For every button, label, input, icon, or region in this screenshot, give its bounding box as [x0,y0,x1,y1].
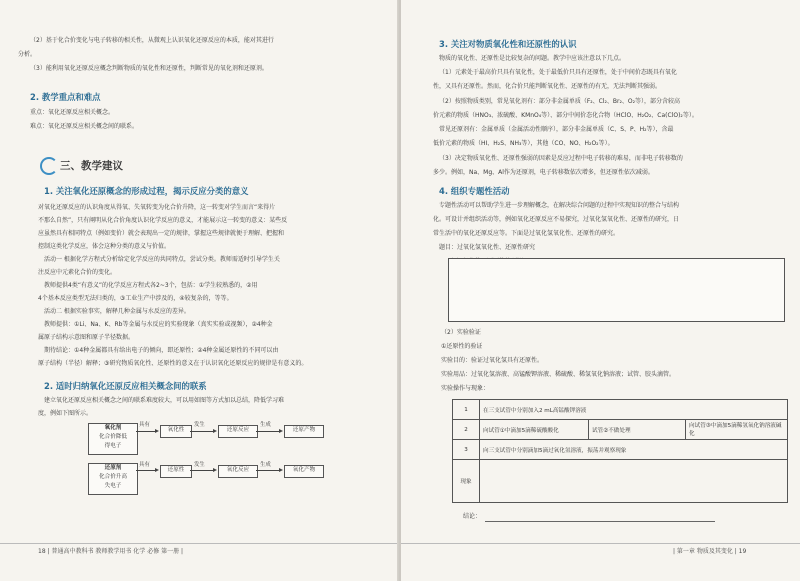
table-cell-observation[interactable] [480,460,788,503]
body-line: 实验用品：过氧化氢溶液、高锰酸钾溶液、稀硫酸、稀氢氧化钠溶液；试管、胶头滴管。 [441,371,676,378]
diagram-label-produce: 生成 [260,462,271,468]
left-page [0,0,399,581]
prediction-answer-frame[interactable] [448,258,785,322]
diagram-oxidation-box: 氧化反应 [218,465,258,478]
diagram-oxidant-box [88,423,138,455]
body-line: 低价元素的物质（HI、H₂S、NH₃等），其他（CO、NO、H₂O₂等）。 [433,140,614,147]
table-cell-text: 向三支试管中分别滴加5滴过氧化氢溶液，振荡并观察现象 [480,440,788,460]
diagram-label-undergo: 发生 [194,422,205,428]
section-heading-topic-activity: 4. 组织专题性活动 [439,186,510,196]
body-line: （1）元素处于最高价只具有氧化性，处于最低价只具有还原性，处于中间价态既具有氧化 [439,69,677,76]
body-line: 性，又具有还原性。然而，化合价只能判断氧化性、还原性的有无，无法判断其强弱。 [433,83,662,90]
diagram-label-has: 具有 [139,462,150,468]
body-line: 专题性活动可以帮助学生进一步理解概念，在解决综合问题的过程中实现知识的整合与结构 [439,202,680,209]
diagram-arrow [136,431,156,432]
body-line: 不那么自然”，只有阐明从化合价角度认识化学反应的意义，才能展示这一转变的意义：某些反 [38,217,288,224]
table-cell-text: 在三支试管中分别加入2 mL高锰酸钾溶液 [480,400,788,420]
diagram-reductant-sub: 化合价升高 [99,474,127,480]
section-heading-concept-links: 2. 适时归纳氧化还原反应相关概念间的联系 [44,381,207,391]
diagram-arrow [256,470,280,471]
diagram-reduction-product-box: 还原产物 [284,425,324,438]
conclusion-answer-line[interactable] [485,521,715,522]
diagram-reducing-box: 还原性 [160,465,192,478]
section-heading-concept-formation: 1. 关注氧化还原概念的形成过程，揭示反应分类的意义 [44,186,249,196]
body-line: 实验操作与现象： [441,385,490,392]
body-line: 注反应中元素化合价的变化。 [38,269,117,276]
body-line: 对氧化还原反应的认识角度从得氧、失氧转变为化合价升降，这一转变对学生而言“来得片 [38,204,276,211]
table-cell-text: 试管②不做处理 [589,420,686,440]
diagram-arrowhead [279,429,283,433]
section-heading-redox-properties: 3. 关注对物质氧化性和还原性的认识 [439,39,577,49]
diagram-arrow [190,431,214,432]
focus-line: 重点：氧化还原反应相关概念。 [30,109,115,116]
diagram-arrowhead [213,468,217,472]
right-page-footer: | 第一章 物质及其变化 | 19 [673,548,747,555]
body-line: 应虽然具有相同特点（例如变价）就会表现出一定的规律，掌握这些规律就便于理解、把握和 [38,230,285,237]
body-line: （2）实验验证 [441,329,481,336]
body-line: 常生活中的氧化还原反应等。下面是过氧化氢氧化性、还原性的研究。 [433,230,620,237]
body-line: 价元素的物质（HNO₃、浓硫酸、KMnO₄等）、部分中间价态化合物（HClO、H₂O₂、Ca(ClO)₂等）。 [433,112,698,119]
table-row [453,460,788,503]
body-line: 控制这类化学反应，体会这种分类的意义与价值。 [38,243,171,250]
table-row [453,440,788,460]
diagram-reductant-sub: 失电子 [104,483,122,489]
diagram-label-has: 具有 [139,422,150,428]
intro-line: （2）基于化合价变化与电子转移的相关性，从微观上认识氧化还原反应的本质，能对其进行 [30,37,274,44]
body-line: （2）按照物质类别，常见氧化剂有：部分非金属单质（F₂、Cl₂、Br₂、O₂等），部分含较高 [439,98,681,105]
body-line: 实验目的：验证过氧化氢具有还原性。 [441,357,544,364]
body-line: 度，例如下图所示。 [38,410,93,417]
body-line: （3）决定物质氧化性、还原性强弱的因素是反应过程中电子转移的难易，而非电子转移数的 [439,155,683,162]
conclusion-label: 结论： [463,513,482,520]
diagram-arrowhead [155,429,159,433]
diagram-oxidant-label: 氧化剂 [104,425,122,431]
table-row [453,400,788,420]
intro-line: （3）能利用氧化还原反应概念判断物质的氧化性和还原性，判断常见的氧化剂和还原剂。 [30,65,268,72]
intro-line: 分析。 [18,51,37,58]
table-cell-observation-label: 现象 [453,460,480,503]
table-cell-text: 向试管③中滴加5滴稀氢氧化钠溶液碱化 [686,420,788,440]
body-line: 期待结论：①4种金属都具有给出电子的倾向，即还原性；②4种金属还原性的不同可以由 [44,347,279,354]
body-line: 活动一 根据化学方程式分析给定化学反应的共同特点，尝试分类。教师需适时引导学生关 [44,256,280,263]
diagram-oxidant-sub: 得电子 [104,443,122,449]
diagram-arrow [256,431,280,432]
diagram-arrow [136,470,156,471]
section-title-teaching-advice: 三、教学建议 [60,160,123,172]
body-line: 属原子结构示意图和原子半径数据。 [38,334,135,341]
diagram-arrowhead [213,429,217,433]
diagram-reductant-box [88,463,138,495]
table-row [453,420,788,440]
diagram-label-undergo: 发生 [194,462,205,468]
table-cell-text: 向试管①中滴加5滴稀硫酸酸化 [480,420,589,440]
diagram-label-produce: 生成 [260,422,271,428]
diagram-arrowhead [279,468,283,472]
table-cell-step: 3 [453,440,480,460]
diagram-oxidant-sub: 化合价降低 [99,434,127,440]
body-line: 常见还原剂有：金属单质（金属活动性顺序），部分非金属单质（C、S、P、H₂等），含最 [439,126,674,133]
body-line: 物质的氧化性、还原性是比较复杂的问题。教学中应该注意以下几点。 [439,55,626,62]
body-line: 建立氧化还原反应相关概念之间的联系难度较大，可以用如图等方式加以总结，降低学习难 [44,397,285,404]
body-line: 4个基本反应类型无法归类的，③工业生产中涉及的，④较复杂的，等等。 [38,295,233,302]
table-cell-step: 2 [453,420,480,440]
body-line: 化。可设计并组织活动等，例如氧化还原反应不易探究，过氧化氢氧化性、还原性的研究，日 [433,216,680,223]
body-line: 多少。例如，Na、Mg、Al作为还原剂，电子转移数依次增多，但还原性依次减弱。 [433,169,654,176]
difficulty-line: 难点：氧化还原反应相关概念间的联系。 [30,123,139,130]
section-swirl-icon [40,157,58,175]
diagram-oxidizing-box: 氧化性 [160,425,192,438]
table-cell-step: 1 [453,400,480,420]
diagram-arrowhead [155,468,159,472]
diagram-reduction-box: 还原反应 [218,425,258,438]
diagram-oxidation-product-box: 氧化产物 [284,465,324,478]
diagram-arrow [190,470,214,471]
body-line: 题目：过氧化氢氧化性、还原性研究 [439,244,536,251]
diagram-reductant-label: 还原剂 [104,465,122,471]
body-line: 活动二 根据实验事实，解释几种金属与水反应的差异。 [44,308,190,315]
section-heading-teaching-focus: 2. 教学重点和难点 [30,92,101,102]
body-line: 教师提供4类“有意义”的化学反应方程式各2~3个，包括：①学生较熟悉的，②用 [44,282,258,289]
body-line: ①还原性的验证 [441,343,483,350]
body-line: 教师提供：①Li、Na、K、Rb等金属与水反应的实验现象（真实实验或视频），②4种金 [44,321,273,328]
left-page-footer: 18 | 普通高中教科书 教师教学用书 化学 必修 第一册 | [38,548,184,555]
body-line: 原子结构（半径）解释；③研究物质氧化性、还原性的意义在于认识氧化还原反应的规律是有意义的。 [38,360,308,367]
experiment-table [452,399,788,503]
